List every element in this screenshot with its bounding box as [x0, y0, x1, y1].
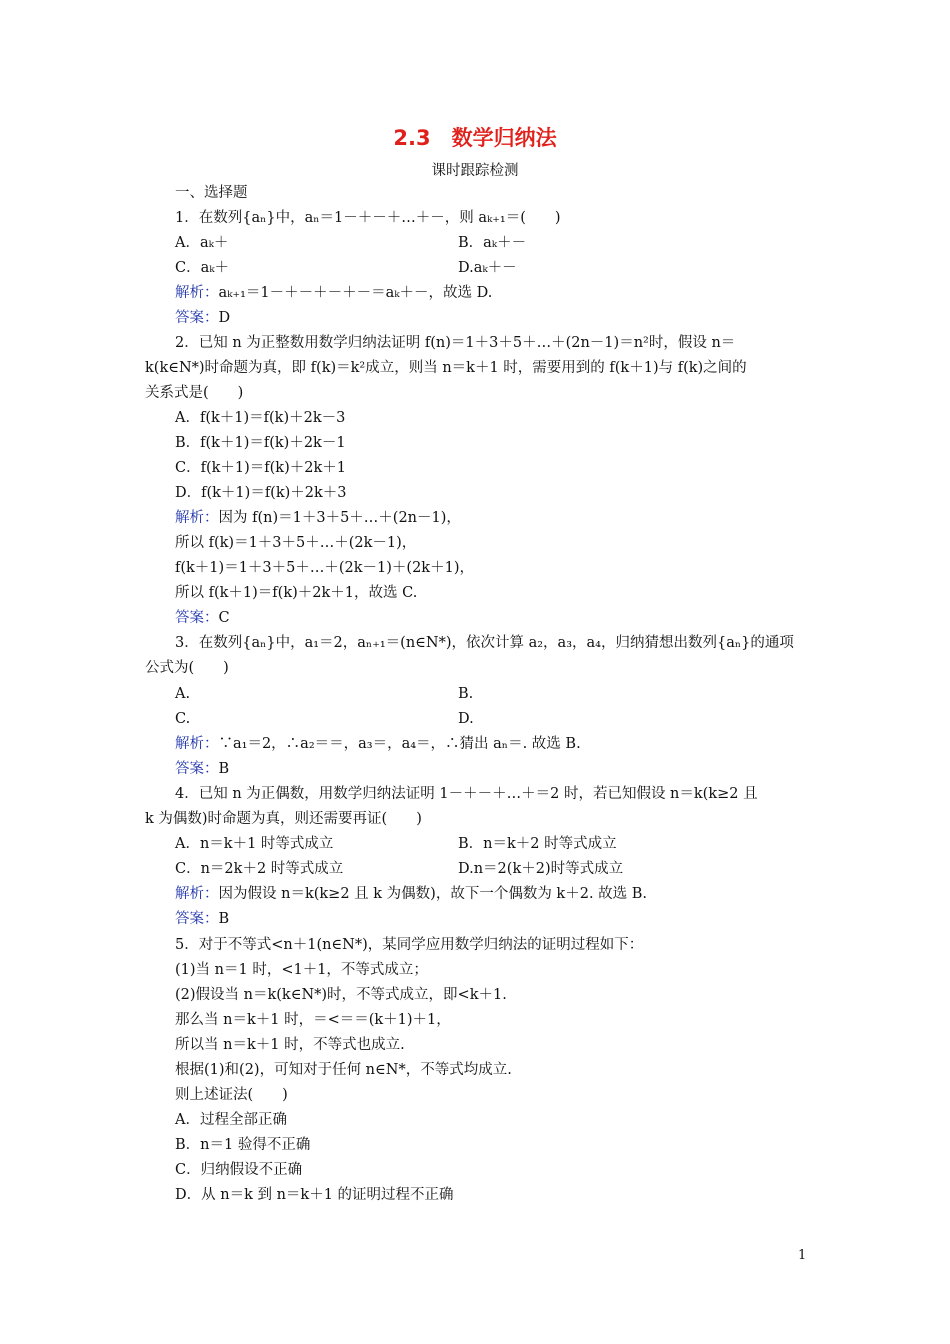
q3-answer — [175, 759, 229, 779]
q4-stem-line1: 4．已知 n 为正偶数，用数学归纳法证明 1－＋－＋…＋＝2 时，若已知假设 n＝k(k≥2 且 — [175, 786, 758, 802]
q1-analysis-text: aₖ₊₁＝1－＋－＋－＋－＝aₖ＋－，故选 D. — [218, 285, 493, 301]
q2-stem-line1: 2．已知 n 为正整数用数学归纳法证明 f(n)＝1＋3＋5＋…＋(2n－1)＝n²时，假设 n＝ — [175, 335, 736, 351]
q3-analysis — [175, 734, 581, 754]
q2-stem-line3: 关系式是( ) — [145, 385, 244, 401]
analysis-label: 解析： — [175, 886, 219, 902]
q4-option-c: C．n＝2k＋2 时等式成立 — [175, 861, 344, 877]
q2-option-c: C．f(k＋1)＝f(k)＋2k＋1 — [175, 460, 346, 476]
q4-stem-line2: k 为偶数)时命题为真，则还需要再证( ) — [145, 811, 422, 827]
q5-line6: 则上述证法( ) — [175, 1087, 288, 1103]
q3-option-a: A. — [175, 686, 191, 702]
q1-option-a: A．aₖ＋ — [175, 235, 229, 251]
q2-option-b: B．f(k＋1)＝f(k)＋2k－1 — [175, 435, 346, 451]
q2-analysis — [175, 508, 461, 528]
q5-option-c: C．归纳假设不正确 — [175, 1162, 303, 1178]
q3-stem-line2: 公式为( ) — [145, 660, 229, 676]
q3-stem-line1: 3．在数列{aₙ}中，a₁＝2，aₙ₊₁＝(n∈N*)，依次计算 a₂，a₃，a₄，归纳猜想出数列{aₙ}的通项 — [175, 635, 794, 651]
q4-option-a: A．n＝k＋1 时等式成立 — [175, 836, 334, 852]
analysis-label: 解析： — [175, 510, 219, 526]
page-title: 2.3 数学归纳法 — [393, 126, 557, 150]
q1-answer — [175, 308, 230, 328]
answer-label: 答案： — [175, 310, 219, 326]
q5-option-b: B．n＝1 验得不正确 — [175, 1137, 311, 1153]
q3-option-b: B. — [458, 686, 474, 702]
q1-option-d: D.aₖ＋－ — [458, 260, 517, 276]
page-number: 1 — [798, 1248, 807, 1263]
q5-stem: 5．对于不等式<n＋1(n∈N*)，某同学应用数学归纳法的证明过程如下： — [175, 937, 644, 953]
section-heading: 一、选择题 — [175, 185, 248, 201]
q5-line1: (1)当 n＝1 时，<1＋1，不等式成立； — [175, 962, 428, 978]
q2-option-a: A．f(k＋1)＝f(k)＋2k－3 — [175, 410, 346, 426]
q1-option-c: C．aₖ＋ — [175, 260, 230, 276]
q4-option-b: B．n＝k＋2 时等式成立 — [458, 836, 617, 852]
q5-line4: 所以当 n＝k＋1 时，不等式也成立. — [175, 1037, 405, 1053]
q1-option-b: B．aₖ＋－ — [458, 235, 527, 251]
q2-analysis-line2: 所以 f(k)＝1＋3＋5＋…＋(2k－1)， — [175, 535, 417, 551]
analysis-label: 解析： — [175, 736, 219, 752]
q4-answer-text: B — [218, 911, 230, 927]
q2-answer — [175, 608, 230, 628]
q1-analysis — [175, 283, 492, 303]
q3-option-c: C. — [175, 711, 191, 727]
answer-label: 答案： — [175, 610, 219, 626]
q5-option-a: A．过程全部正确 — [175, 1112, 287, 1128]
answer-label: 答案： — [175, 911, 219, 927]
q4-option-d: D.n＝2(k＋2)时等式成立 — [458, 861, 624, 877]
q4-answer — [175, 909, 229, 929]
analysis-label: 解析： — [175, 285, 219, 301]
q2-answer-text: C — [218, 610, 230, 626]
q3-option-d: D. — [458, 711, 474, 727]
q5-option-d: D．从 n＝k 到 n＝k＋1 的证明过程不正确 — [175, 1187, 454, 1203]
page-subtitle: 课时跟踪检测 — [431, 163, 519, 179]
q4-analysis-text: 因为假设 n＝k(k≥2 且 k 为偶数)，故下一个偶数为 k＋2. 故选 B. — [218, 886, 648, 902]
q2-option-d: D．f(k＋1)＝f(k)＋2k＋3 — [175, 485, 347, 501]
q1-answer-text: D — [218, 310, 231, 326]
q2-analysis-line3: f(k＋1)＝1＋3＋5＋…＋(2k－1)＋(2k＋1)， — [175, 560, 474, 576]
q5-line5: 根据(1)和(2)，可知对于任何 n∈N*，不等式均成立. — [175, 1062, 512, 1078]
q2-analysis-text: 因为 f(n)＝1＋3＋5＋…＋(2n－1)， — [218, 510, 461, 526]
q5-line3: 那么当 n＝k＋1 时，＝<＝＝(k＋1)＋1， — [175, 1012, 451, 1028]
q4-analysis — [175, 884, 647, 904]
q3-answer-text: B — [218, 761, 230, 777]
q5-line2: (2)假设当 n＝k(k∈N*)时，不等式成立，即<k＋1. — [175, 987, 507, 1003]
q1-stem: 1．在数列{aₙ}中，aₙ＝1－＋－＋…＋－，则 aₖ₊₁＝( ) — [175, 210, 561, 226]
q3-analysis-text: ∵a₁＝2，∴a₂＝＝，a₃＝，a₄＝，∴猜出 aₙ＝. 故选 B. — [218, 736, 581, 752]
q2-stem-line2: k(k∈N*)时命题为真，即 f(k)＝k²成立，则当 n＝k＋1 时，需要用到的 f(k＋1)与 f(k)之间的 — [145, 360, 747, 376]
q2-analysis-line4: 所以 f(k＋1)＝f(k)＋2k＋1，故选 C. — [175, 585, 418, 601]
answer-label: 答案： — [175, 761, 219, 777]
